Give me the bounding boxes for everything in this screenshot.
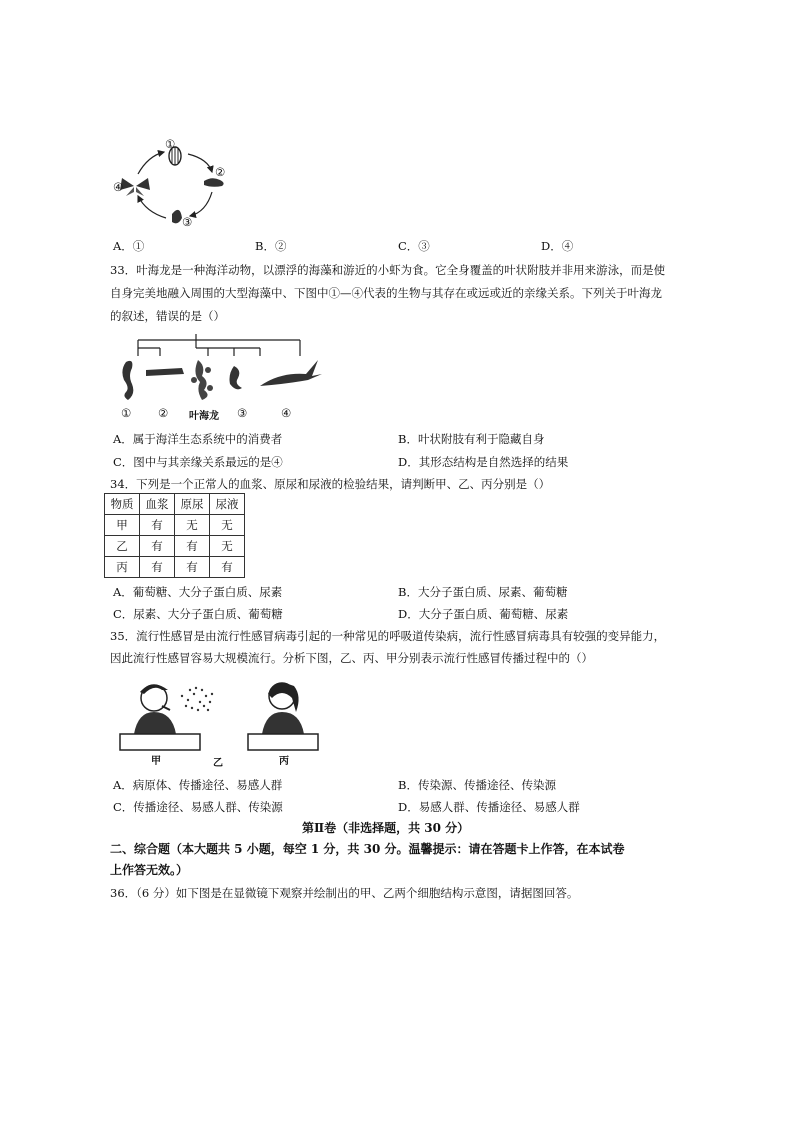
urine-test-table [104, 493, 245, 578]
q34-option-d[interactable]: D．大分子蛋白质、葡萄糖、尿素 [398, 607, 569, 621]
table-cell: 有 [140, 557, 175, 578]
table-cell: 有 [175, 557, 210, 578]
cycle-label-4: ④ [113, 180, 124, 194]
table-row [105, 557, 245, 578]
larva-stage-image [204, 178, 224, 187]
figure-label-yi: 乙 [213, 758, 223, 769]
table-cell: 有 [210, 557, 245, 578]
q33-option-c[interactable]: C．图中与其亲缘关系最远的是④ [113, 455, 283, 469]
leafy-seadragon-image [191, 360, 213, 400]
girl-image [262, 683, 304, 734]
table-cell: 有 [140, 536, 175, 557]
q34-option-a[interactable]: A．葡萄糖、大分子蛋白质、尿素 [113, 585, 283, 599]
q33-option-b[interactable]: B．叶状附肢有利于隐藏自身 [398, 432, 545, 446]
droplets-image [181, 687, 213, 711]
table-cell: 乙 [105, 536, 140, 557]
q35-option-a[interactable]: A．病原体、传播途径、易感人群 [113, 778, 283, 792]
table-cell: 甲 [105, 515, 140, 536]
table-header-row [105, 494, 245, 515]
seahorse-image [122, 361, 133, 400]
q32-option-b[interactable]: B．② [255, 239, 287, 253]
q32-option-a[interactable]: A．① [113, 239, 145, 253]
q33-stem-line-2: 自身完美地融入周围的大型海藻中、下图中①—④代表的生物与其存在或远或近的亲缘关系。下列关于叶海龙 [110, 286, 662, 300]
figure-label-bing: 丙 [279, 756, 289, 767]
section-2-heading-line-1: 二、综合题（本大题共 5 小题，每空 1 分，共 30 分。温馨提示：请在答题卡上作答，在本试卷 [110, 842, 625, 856]
q33-stem-line-3: 的叙述，错误的是（） [110, 309, 225, 323]
q36-stem: 36．（6 分）如下图是在显微镜下观察并绘制出的甲、乙两个细胞结构示意图，请据图回答。 [110, 886, 579, 900]
q35-stem-line-2: 因此流行性感冒容易大规模流行。分析下图，乙、丙、甲分别表示流行性感冒传播过程中的（） [110, 651, 593, 665]
tree-label-4: ④ [281, 406, 292, 420]
table-cell: 无 [210, 536, 245, 557]
table-header: 物质 [105, 494, 140, 515]
butterfly-stage-image [120, 178, 150, 196]
q35-option-c[interactable]: C．传播途径、易感人群、传染源 [113, 800, 283, 814]
table-header: 血浆 [140, 494, 175, 515]
q35-option-d[interactable]: D．易感人群、传播途径、易感人群 [398, 800, 580, 814]
table-cell: 有 [140, 515, 175, 536]
q34-option-b[interactable]: B．大分子蛋白质、尿素、葡萄糖 [398, 585, 568, 599]
table-cell: 无 [210, 515, 245, 536]
section-2-title: 第Ⅱ卷（非选择题，共 30 分） [302, 821, 470, 835]
pupa-stage-image [172, 210, 182, 224]
q33-option-a[interactable]: A．属于海洋生态系统中的消费者 [113, 432, 283, 446]
q34-option-c[interactable]: C．尿素、大分子蛋白质、葡萄糖 [113, 607, 283, 621]
cycle-label-3: ③ [182, 215, 193, 229]
table-header: 原尿 [175, 494, 210, 515]
table-row [105, 515, 245, 536]
table-cell: 无 [175, 515, 210, 536]
table-cell: 有 [175, 536, 210, 557]
section-2-heading-line-2: 上作答无效。） [110, 863, 189, 877]
table-header: 尿液 [210, 494, 245, 515]
q35-stem-line-1: 35．流行性感冒是由流行性感冒病毒引起的一种常见的呼吸道传染病，流行性感冒病毒具有较强的变异能力， [110, 629, 666, 643]
tree-label-3: ③ [237, 406, 248, 420]
q35-option-b[interactable]: B．传染源、传播途径、传染源 [398, 778, 556, 792]
q34-stem: 34．下列是一个正常人的血浆、原尿和尿液的检验结果，请判断甲、乙、丙分别是（） [110, 477, 551, 491]
cycle-label-2: ② [215, 165, 226, 179]
q32-option-d[interactable]: D．④ [541, 239, 574, 253]
organism-3-image [230, 366, 243, 389]
table-row [105, 536, 245, 557]
q33-stem-line-1: 33．叶海龙是一种海洋动物，以漂浮的海藻和游近的小虾为食。它全身覆盖的叶状附肢并非用来游泳，而是使 [110, 263, 666, 277]
swordfish-image [260, 360, 322, 386]
figure-label-jia: 甲 [151, 756, 161, 767]
sneezing-boy-image [134, 684, 176, 734]
q32-option-c[interactable]: C．③ [398, 239, 430, 253]
tree-label-1: ① [121, 406, 132, 420]
table-cell: 丙 [105, 557, 140, 578]
cycle-label-1: ① [165, 137, 176, 151]
pipefish-image [146, 368, 184, 376]
tree-label-2: ② [158, 406, 169, 420]
tree-label-seadragon: 叶海龙 [189, 411, 219, 422]
q33-option-d[interactable]: D．其形态结构是自然选择的结果 [398, 455, 569, 469]
